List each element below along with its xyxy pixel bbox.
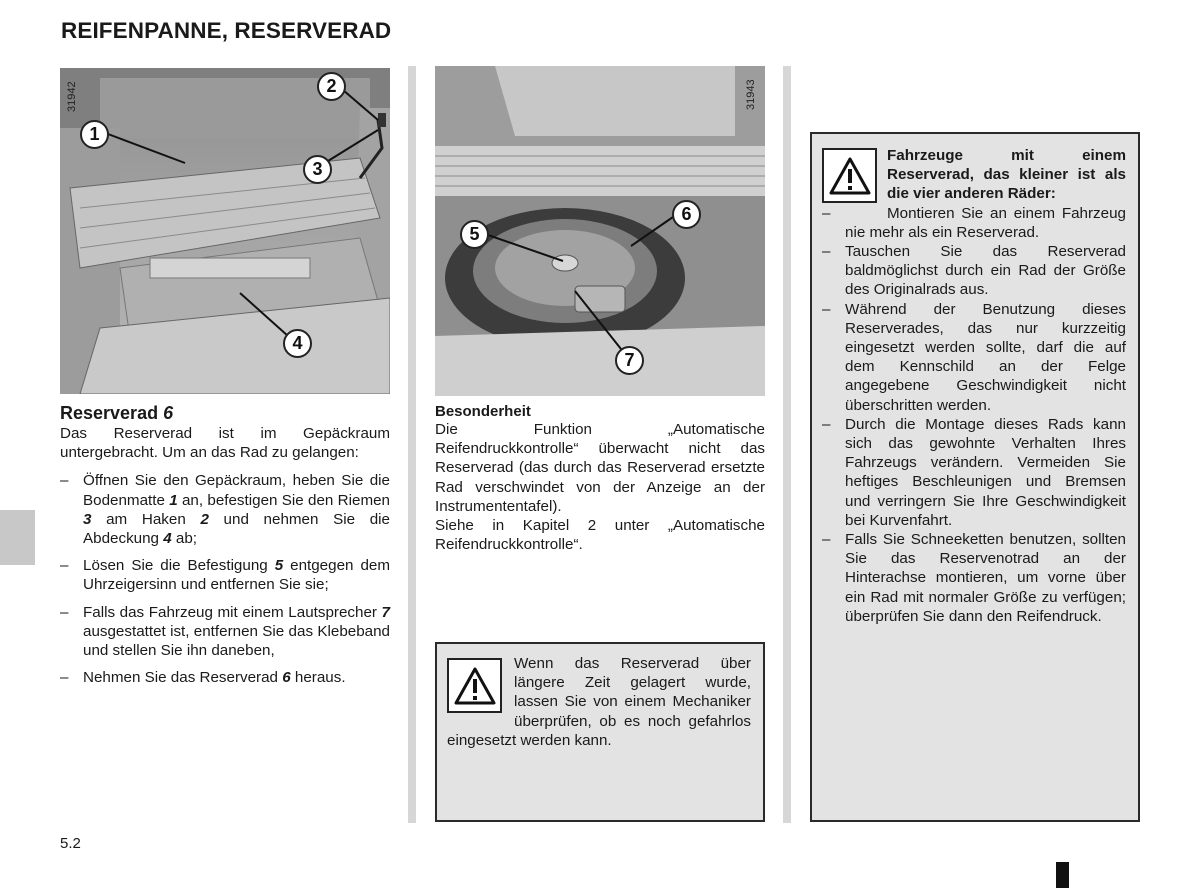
reference-number: 7 — [381, 603, 390, 621]
reference-number: 1 — [169, 491, 178, 509]
warning-text: Wenn das Reserverad über längere Zeit gelagert wurde, lassen Sie von einem Mechaniker überprüfen, ob es noch gefahrlos eingesetzt werden kann. — [447, 655, 751, 749]
reference-number: 5 — [274, 557, 284, 575]
figure-id: 31942 — [66, 81, 78, 112]
warning-heading: Fahrzeuge mit einem Reserverad, das kleiner ist als die vier anderen Räder: — [887, 147, 1126, 203]
note-heading: Besonderheit — [435, 403, 531, 420]
trunk-illustration — [60, 68, 390, 394]
callout-1: 1 — [80, 120, 109, 149]
page-number: 5.2 — [60, 835, 81, 852]
heading-text: Reserverad — [60, 403, 159, 423]
steps-list — [60, 471, 390, 687]
page-title: REIFENPANNE, RESERVERAD — [61, 18, 392, 43]
callout-5: 5 — [460, 220, 489, 249]
warning-list-item: – Falls Sie Schneeketten benutzen, sollten Sie das Reservenotrad an der Hinterachse montieren, um vorne über ein Rad mit normaler Größe zu verfügen; überprüfen Sie dann den Reifendruck. — [822, 530, 1126, 626]
callout-7: 7 — [615, 346, 644, 375]
reference-number: 4 — [163, 530, 172, 548]
middle-column — [435, 403, 765, 554]
column-divider — [783, 66, 791, 823]
figure-trunk-photo — [60, 68, 390, 394]
page-edge-marker — [1056, 862, 1069, 888]
intro-paragraph: Das Reserverad ist im Gepäckraum untergebracht. Um an das Rad zu gelangen: — [60, 425, 390, 462]
callout-3: 3 — [303, 155, 332, 184]
warning-list — [822, 204, 1126, 626]
column-divider — [408, 66, 416, 823]
step-item: – Falls das Fahrzeug mit einem Lautsprecher 7 ausgestattet ist, entfernen Sie das Klebeband und stellen Sie ihn daneben, — [60, 603, 390, 661]
warning-box-storage — [435, 642, 765, 822]
heading-ref: 6 — [163, 403, 174, 423]
warning-box-small-spare — [810, 132, 1140, 822]
callout-6: 6 — [672, 200, 701, 229]
step-item: – Lösen Sie die Befestigung 5 entgegen dem Uhrzeigersinn und entfernen Sie sie; — [60, 556, 390, 594]
warning-triangle-icon — [822, 148, 877, 203]
note-reference: Siehe in Kapitel 2 unter „Automatische Reifendruckkontrolle“. — [435, 517, 765, 554]
warning-list-item: – Durch die Montage dieses Rads kann sich das gewohnte Verhalten Ihres Fahrzeugs verändern. Vermeiden Sie heftiges Beschleunigen und Bremsen und verringern Sie Ihre Geschwindigkeit bei Kurvenfahrt. — [822, 415, 1126, 530]
reference-number: 3 — [83, 510, 92, 528]
figure-spare-wheel-photo — [435, 66, 765, 396]
warning-list-item: – Montieren Sie an einem Fahrzeug nie mehr als ein Reserverad. — [822, 204, 1126, 242]
step-item: – Nehmen Sie das Reserverad 6 heraus. — [60, 668, 390, 687]
section-heading — [60, 403, 390, 424]
warning-list-item: – Während der Benutzung dieses Reserverades, das nur kurzzeitig eingesetzt werden sollte, darf die auf dem Kennschild an der Felge angegebene Geschwindigkeit nicht überschritten werden. — [822, 300, 1126, 415]
reference-number: 6 — [282, 669, 291, 687]
note-text: Die Funktion „Automatische Reifendruckkontrolle“ überwacht nicht das Reserverad (das durch das Reserverad ersetzte Rad verschwindet von der Anzeige an der Instrumententafel). — [435, 421, 765, 515]
warning-list-item: – Tauschen Sie das Reserverad baldmöglichst durch ein Rad der Größe des Originalrads aus. — [822, 242, 1126, 300]
left-column — [60, 403, 390, 695]
callout-4: 4 — [283, 329, 312, 358]
reference-number: 2 — [200, 510, 209, 528]
warning-triangle-icon — [447, 658, 502, 713]
figure-id: 31943 — [745, 79, 757, 110]
chapter-tab — [0, 510, 35, 565]
step-item: – Öffnen Sie den Gepäckraum, heben Sie die Bodenmatte 1 an, befestigen Sie den Riemen 3 am Haken 2 und nehmen Sie die Abdeckung 4 ab; — [60, 471, 390, 548]
callout-2: 2 — [317, 72, 346, 101]
